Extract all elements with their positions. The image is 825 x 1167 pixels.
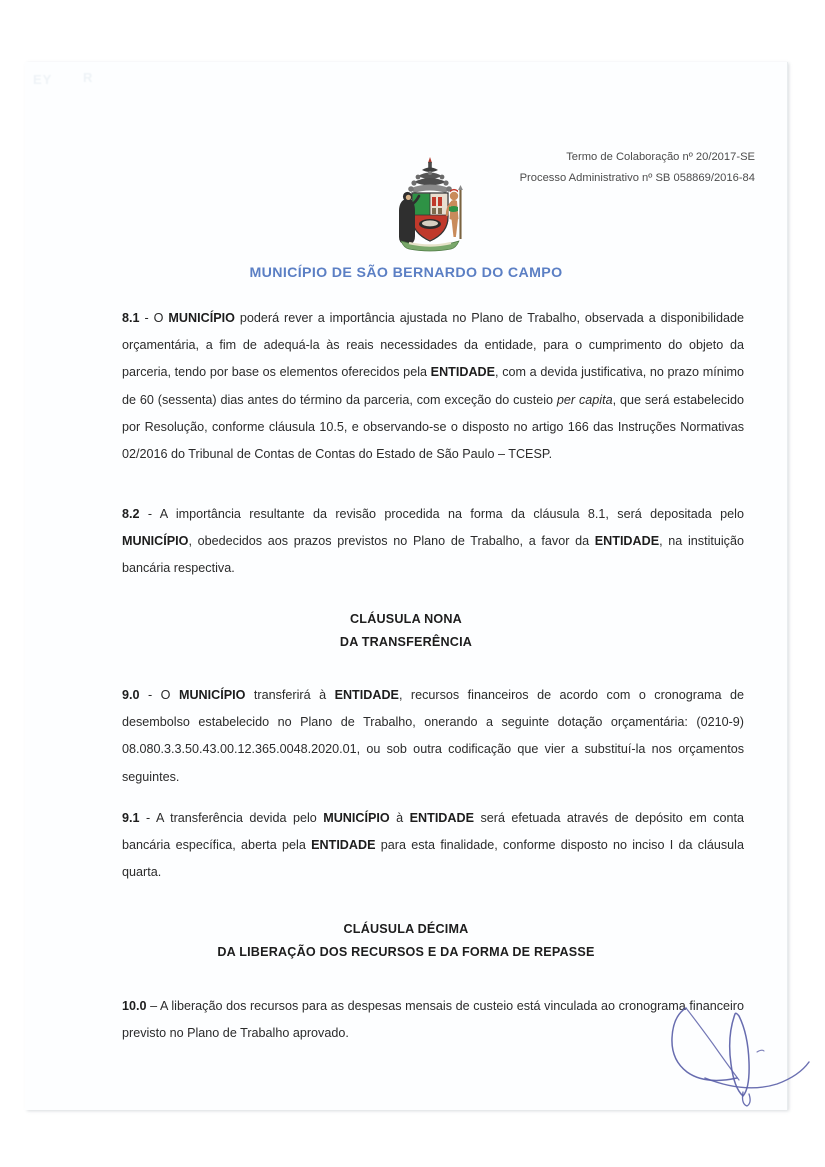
clause-paragraph-10-0: 10.0 – A liberação dos recursos para as despesas mensais de custeio está vinculada ao cronograma financeiro previsto no Plano de Trabalho aprovado.: [122, 999, 744, 1041]
termo-colaboracao-line: Termo de Colaboração nº 20/2017-SE: [566, 151, 755, 163]
clausula-decima-line1: CLÁUSULA DÉCIMA: [343, 922, 469, 936]
section-heading-clausula-decima: [25, 918, 787, 964]
clause-paragraph-8-1: 8.1 - O MUNICÍPIO poderá rever a importância ajustada no Plano de Trabalho, observada a disponibilidade orçamentária, a fim de adequá-la às reais necessidades da entidade, para o cumprimento do objeto da parceria, tendo por base os elementos oferecidos pela ENTIDADE, com a devida justificativa, no prazo mínimo de 60 (sessenta) dias antes do término da parceria, com exceção do custeio per capita, que será estabelecido por Resolução, conforme cláusula 10.5, e observando-se o disposto no artigo 166 das Instruções Normativas 02/2016 do Tribunal de Contas de Contas do Estado de São Paulo – TCESP.: [122, 311, 744, 462]
clausula-nona-line1: CLÁUSULA NONA: [350, 612, 462, 626]
clause-paragraph-9-1: 9.1 - A transferência devida pelo MUNICÍPIO à ENTIDADE será efetuada através de depósito em conta bancária específica, aberta pela ENTIDADE para esta finalidade, conforme disposto no inciso I da cláusula quarta.: [122, 811, 744, 880]
section-heading-clausula-nona: [25, 608, 787, 654]
clausula-nona-line2: DA TRANSFERÊNCIA: [339, 635, 473, 649]
scanned-document-sheet: [25, 62, 787, 1110]
scan-artifact-mark-1: EY: [33, 72, 53, 87]
clausula-decima-line2: DA LIBERAÇÃO DOS RECURSOS E DA FORMA DE REPASSE: [217, 945, 595, 959]
clause-paragraph-8-2: 8.2 - A importância resultante da revisão procedida na forma da cláusula 8.1, será depositada pelo MUNICÍPIO, obedecidos aos prazos previstos no Plano de Trabalho, a favor da ENTIDADE, na instituição bancária respectiva.: [122, 507, 744, 576]
coat-of-arms-icon: [385, 155, 475, 255]
processo-administrativo-line: Processo Administrativo nº SB 058869/2016-84: [519, 171, 755, 184]
clause-paragraph-9-0: 9.0 - O MUNICÍPIO transferirá à ENTIDADE, recursos financeiros de acordo com o cronograma de desembolso estabelecido no Plano de Trabalho, onerando a seguinte dotação orçamentária: (0210-9) 08.080.3.3.50.43.00.12.365.0048.2020.01, ou sob outra codificação que vier a substituí-la nos orçamentos seguintes.: [122, 688, 744, 784]
page-title-municipality: MUNICÍPIO DE SÃO BERNARDO DO CAMPO: [249, 265, 563, 281]
scan-artifact-mark-2: R: [83, 70, 94, 85]
